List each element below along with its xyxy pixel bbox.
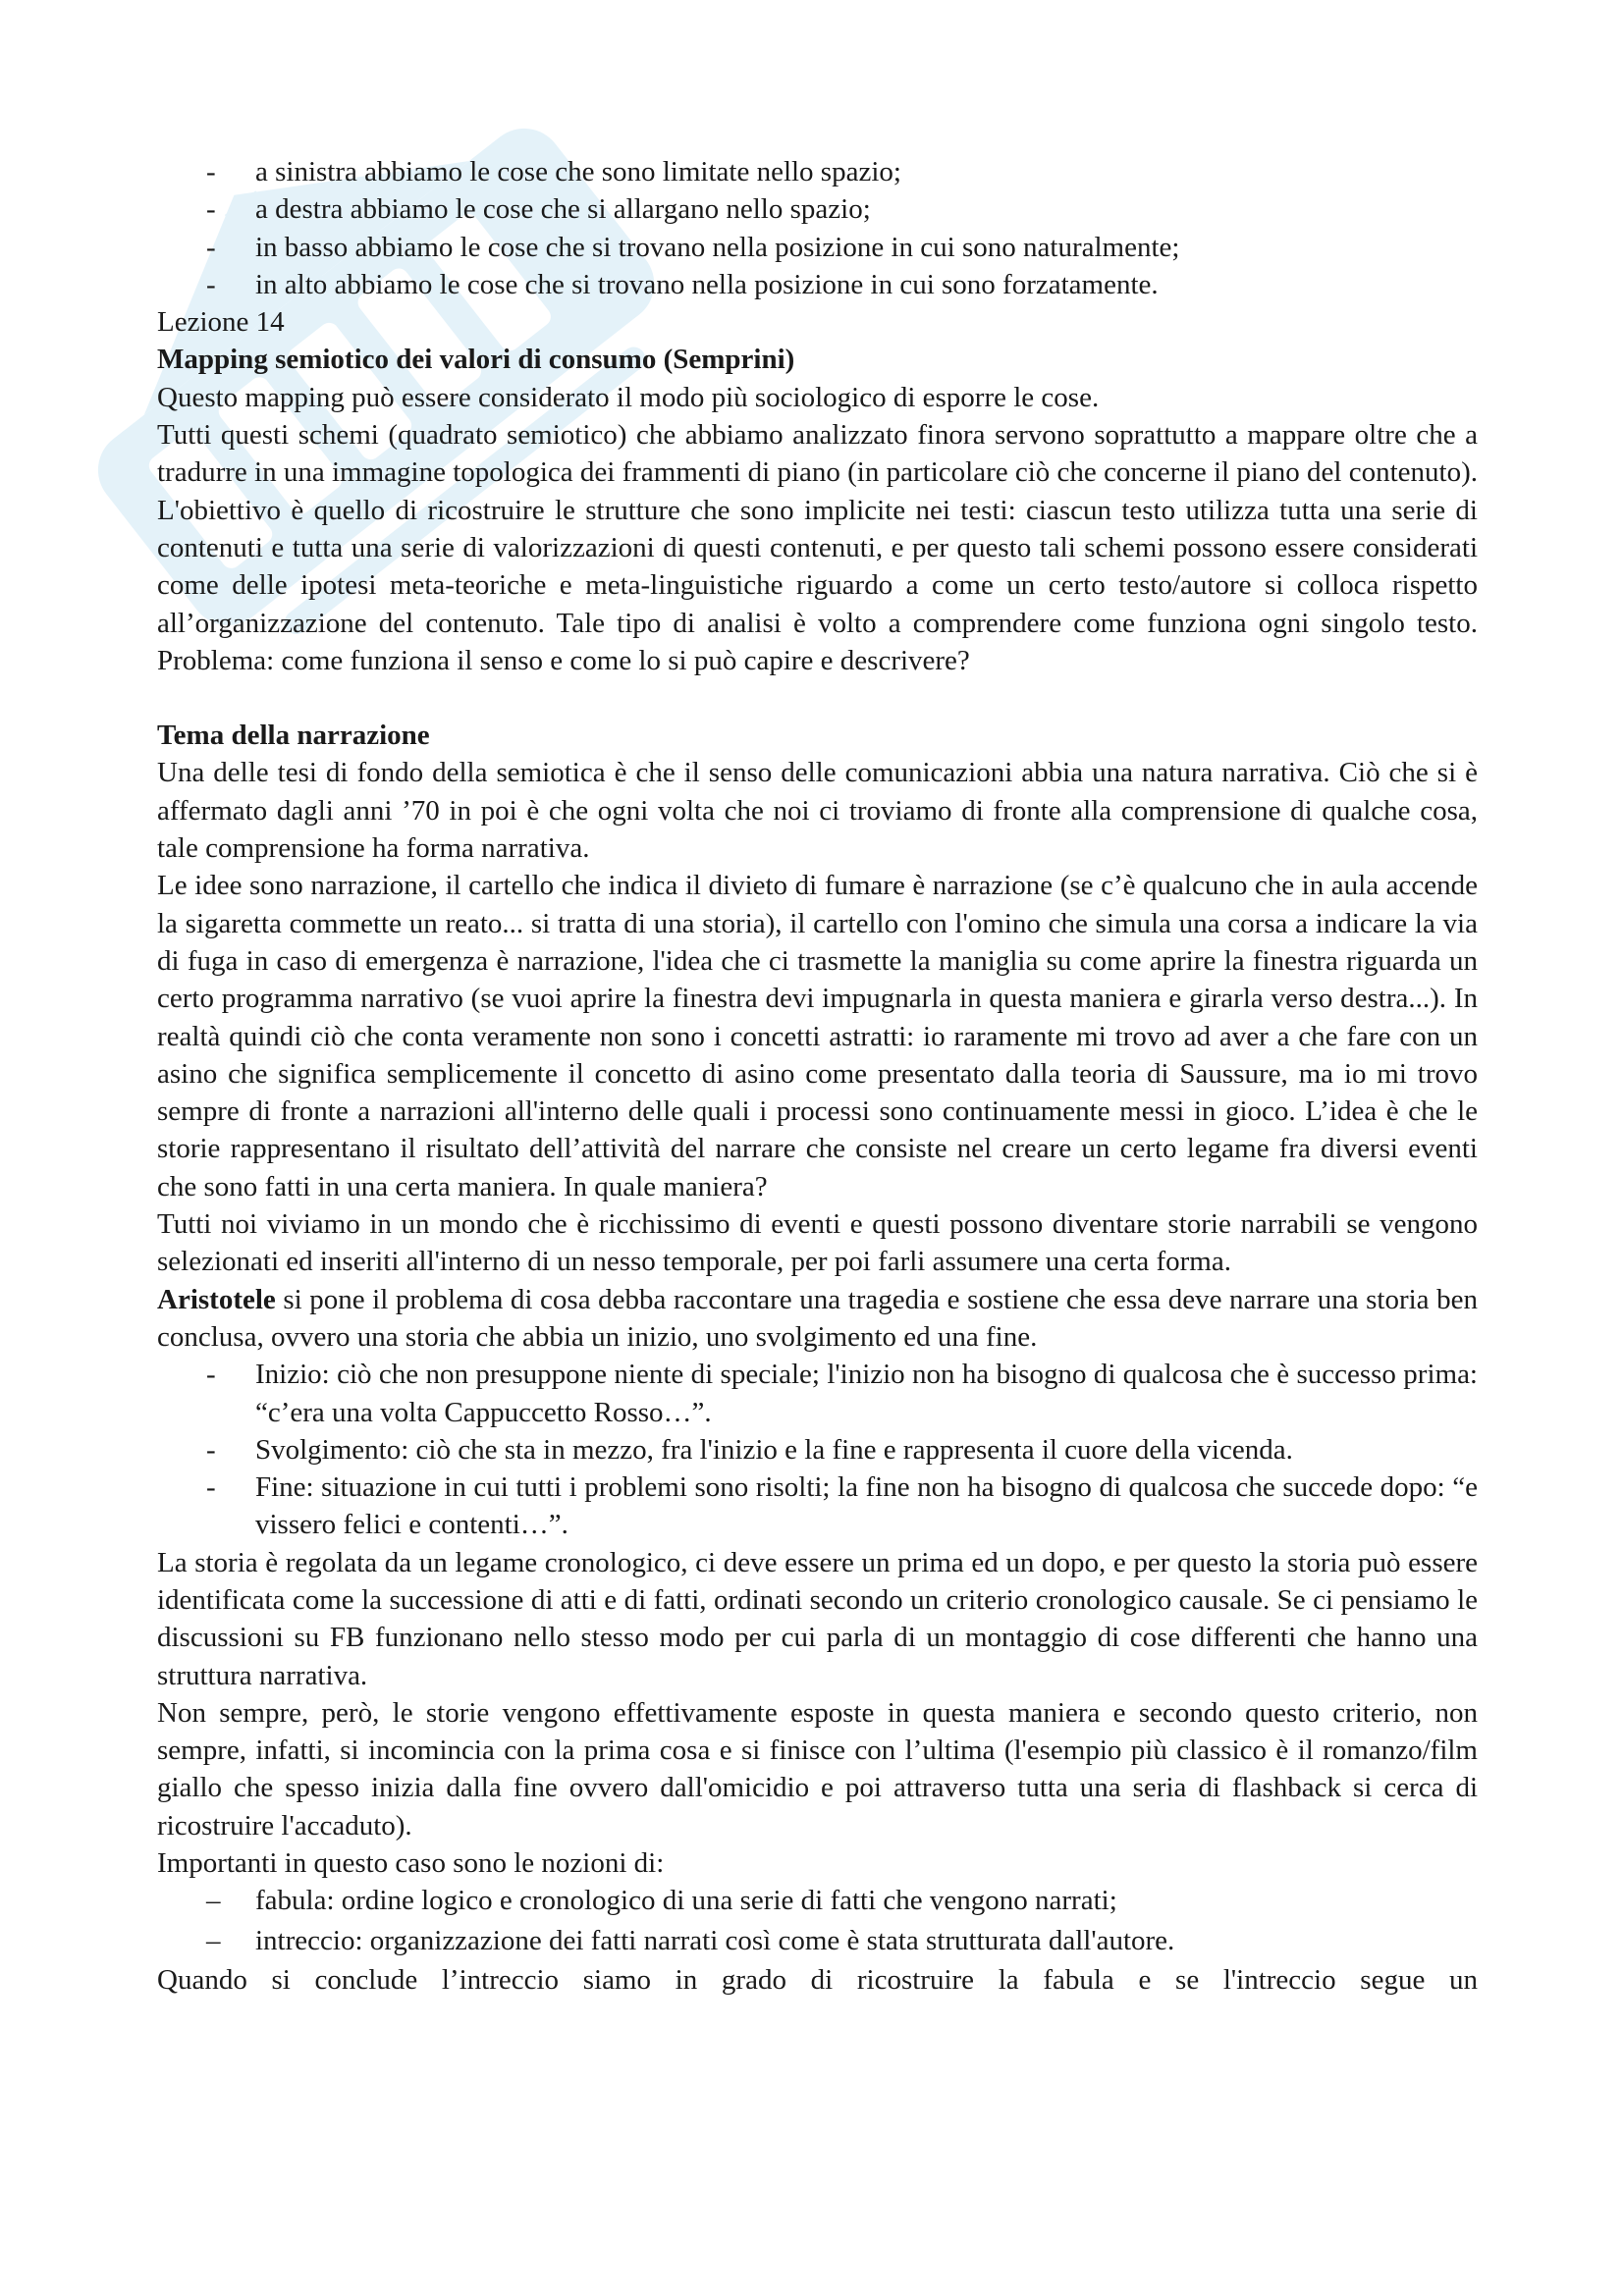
paragraph: Questo mapping può essere considerato il modo più sociologico di esporre le cose. — [157, 381, 1100, 413]
paragraph-aristotele: Aristotele si pone il problema di cosa debba raccontare una tragedia e sostiene che essa deve narrare una storia ben conclusa, ovvero una storia che abbia un inizio, uno svolgimento ed una fine. — [157, 1283, 1478, 1353]
dash-bullet: - — [206, 1471, 216, 1504]
list-item: – intreccio: organizzazione dei fatti narrati così come è stata strutturata dall'autore. — [157, 1922, 1478, 1959]
paragraph: Importanti in questo caso sono le nozioni di: — [157, 1847, 665, 1880]
section-heading-mapping: Mapping semiotico dei valori di consumo (Semprini) — [157, 344, 795, 376]
list-item: - Inizio: ciò che non presuppone niente di speciale; l'inizio non ha bisogno di qualcosa che è successo prima: “c’era una volta Cappuccetto Rosso…”. — [157, 1356, 1478, 1431]
paragraph: La storia è regolata da un legame cronologico, ci deve essere un prima ed un dopo, e per questo la storia può essere identificata come la successione di atti e di fatti, ordinati secondo un criterio cronologico causale. Se ci pensiamo le discussioni su FB funzionano nello stesso modo per cui parla di un montaggio di cose differenti che hanno una struttura narrativa. — [157, 1546, 1478, 1691]
paragraph: Le idee sono narrazione, il cartello che indica il divieto di fumare è narrazione (se c’è qualcuno che in aula accende la sigaretta commette un reato... si tratta di una storia), il cartello con l'omino che simula una corsa a indicare la via di fuga in caso di emergenza è narrazione, l'idea che ci trasmette la maniglia su come aprire la finestra riguarda un certo programma narrativo (se vuoi aprire la finestra devi impugnarla in questa maniera e girarla verso destra...). In realtà quindi ciò che conta veramente non sono i concetti astratti: io raramente mi trovo ad aver a che fare con un asino che significa semplicemente il concetto di asino come presentato dalla teoria di Saussure, ma io mi trovo sempre di fronte a narrazioni all'interno delle quali i processi sono continuamente messi in gioco. L’idea è che le storie rappresentano il risultato dell’attività del narrare che consiste nel creare un certo legame fra diversi eventi che sono fatti in una certa maniera. In quale maniera? — [157, 870, 1478, 1202]
spacer — [157, 679, 1478, 717]
paragraph: Tutti questi schemi (quadrato semiotico) che abbiamo analizzato finora servono soprattutto a mappare oltre che a tradurre in una immagine topologica dei frammenti di piano (in particolare ciò che concerne il piano del contenuto). L'obiettivo è quello di ricostruire le strutture che sono implicite nei testi: ciascun testo utilizza tutta una serie di contenuti e tutta una serie di valorizzazioni di questi contenuti, e per questo tali schemi possono essere considerati come delle ipotesi meta-teoriche e meta-linguistiche riguardo a come un certo testo/autore si colloca rispetto all’organizzazione del contenuto. Tale tipo di analisi è volto a comprendere come funziona ogni singolo testo. Problema: come funziona il senso e come lo si può capire e descrivere? — [157, 419, 1478, 676]
list-item: - Svolgimento: ciò che sta in mezzo, fra l'inizio e la fine e rappresenta il cuore della vicenda. — [157, 1431, 1478, 1468]
dash-bullet: - — [206, 1433, 216, 1466]
paragraph: Tutti noi viviamo in un mondo che è ricchissimo di eventi e questi possono diventare storie narrabili se vengono selezionati ed inseriti all'interno di un nesso temporale, per poi farli assumere una certa forma. — [157, 1208, 1478, 1278]
intro-bullet-list — [157, 153, 1478, 303]
lesson-label: Lezione 14 — [157, 306, 285, 339]
list-item: - in alto abbiamo le cose che si trovano nella posizione in cui sono forzatamente. — [157, 266, 1478, 303]
bold-term: Aristotele — [157, 1283, 276, 1315]
list-item: - in basso abbiamo le cose che si trovano nella posizione in cui sono naturalmente; — [157, 229, 1478, 266]
dash-bullet: - — [206, 156, 216, 187]
document-body — [157, 153, 1478, 1999]
en-dash-bullet: – — [206, 1924, 221, 1956]
section-heading-narrazione: Tema della narrazione — [157, 720, 430, 752]
list-item: - a sinistra abbiamo le cose che sono limitate nello spazio; — [157, 153, 1478, 190]
notions-list — [157, 1882, 1478, 1959]
paragraph: Quando si conclude l’intreccio siamo in grado di ricostruire la fabula e se l'intreccio segue un — [157, 1963, 1478, 1996]
dash-bullet: - — [206, 1359, 216, 1391]
dash-bullet: - — [206, 193, 216, 226]
paragraph: Non sempre, però, le storie vengono effettivamente esposte in questa maniera e secondo questo criterio, non sempre, infatti, si incomincia con la prima cosa e si finisce con l’ultima (l'esempio più classico è il romanzo/film giallo che spesso inizia dalla fine ovvero dall'omicidio e poi attraverso tutta una seria di flashback si cerca di ricostruire l'accaduto). — [157, 1696, 1478, 1842]
list-item: - a destra abbiamo le cose che si allargano nello spazio; — [157, 190, 1478, 228]
en-dash-bullet: – — [206, 1885, 221, 1917]
list-item: - Fine: situazione in cui tutti i problemi sono risolti; la fine non ha bisogno di qualcosa che succede dopo: “e vissero felici e contenti…”. — [157, 1468, 1478, 1544]
dash-bullet: - — [206, 231, 216, 263]
dash-bullet: - — [206, 268, 216, 300]
paragraph: Una delle tesi di fondo della semiotica è che il senso delle comunicazioni abbia una natura narrativa. Ciò che si è affermato dagli anni ’70 in poi è che ogni volta che noi ci troviamo di fronte alla comprensione di qualche cosa, tale comprensione ha forma narrativa. — [157, 757, 1478, 865]
list-item: – fabula: ordine logico e cronologico di una serie di fatti che vengono narrati; — [157, 1882, 1478, 1919]
story-parts-list — [157, 1356, 1478, 1543]
